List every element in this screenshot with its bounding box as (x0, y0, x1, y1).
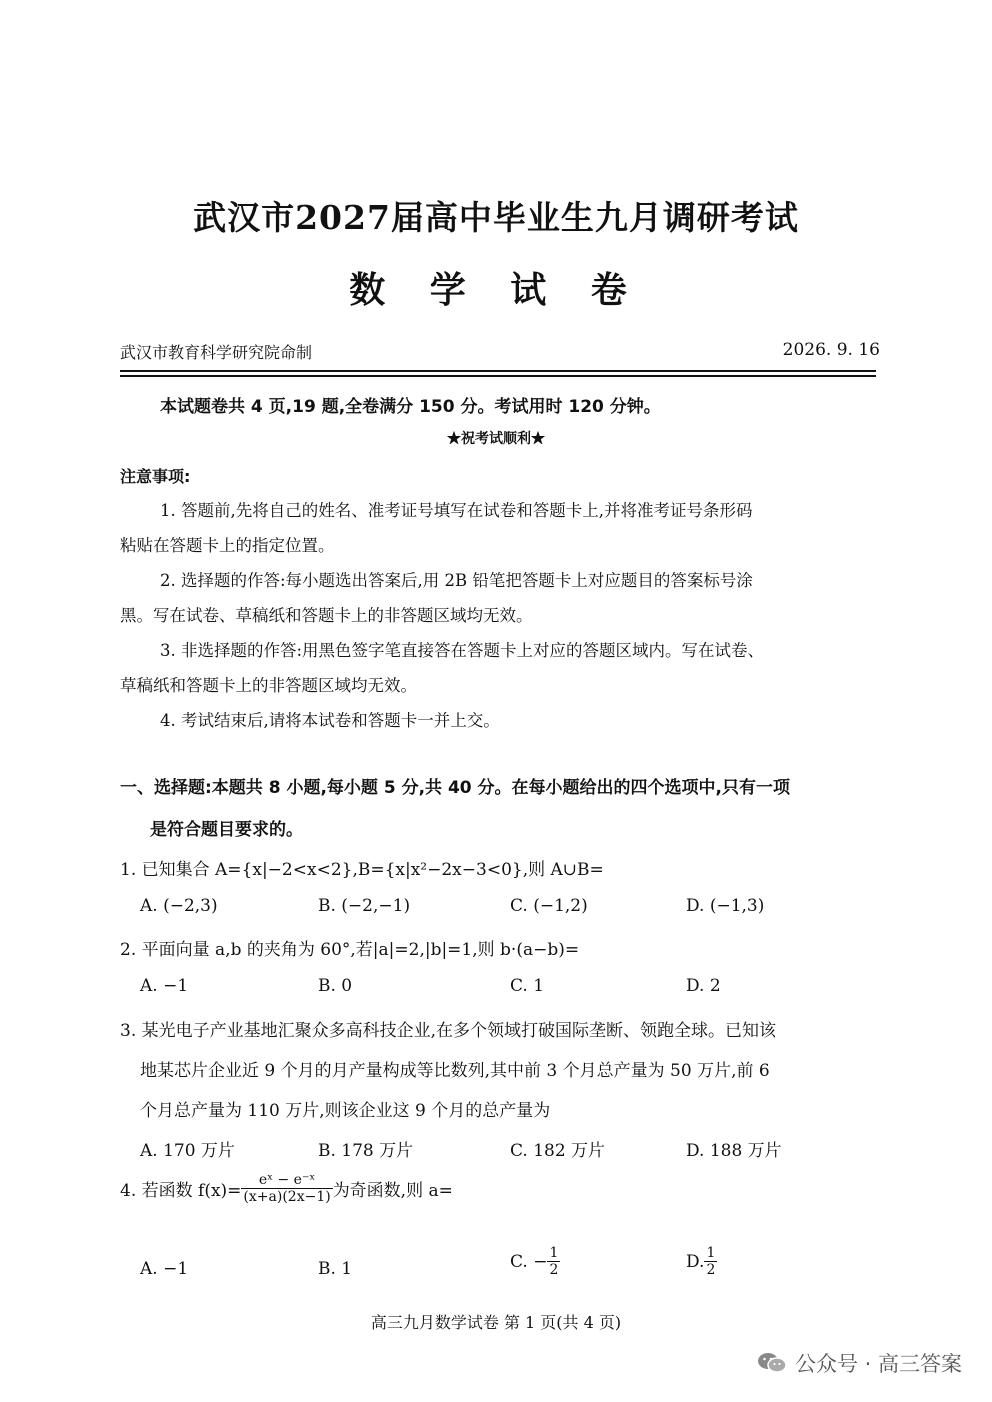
question-2-option-b: B. 0 (318, 976, 353, 996)
notice-item: 粘贴在答题卡上的指定位置。 (120, 536, 335, 555)
watermark-text: 公众号 · 高三答案 (794, 1352, 962, 1376)
fraction-denominator: 2 (706, 1262, 716, 1278)
option-d-label: D. (686, 1251, 705, 1272)
question-3-stem-line: 地某芯片企业近 9 个月的月产量构成等比数列,其中前 3 个月总产量为 50 万片,前 6 (140, 1061, 770, 1081)
question-4-fraction (241, 1172, 332, 1205)
fraction-numerator: 1 (706, 1245, 716, 1261)
good-luck-line: ★祝考试顺利★ (447, 431, 545, 447)
notice-item: 1. 答题前,先将自己的姓名、准考证号填写在试卷和答题卡上,并将准考证号条形码 (160, 501, 753, 520)
question-3-option-c: C. 182 万片 (510, 1141, 606, 1161)
question-4-option-c (510, 1245, 560, 1278)
question-1-option-b: B. (−2,−1) (318, 896, 411, 916)
notice-item: 草稿纸和答题卡上的非答题区域均无效。 (120, 676, 417, 695)
question-1-stem: 1. 已知集合 A={x|−2<x<2},B={x|x²−2x−3<0},则 A∪B= (120, 860, 604, 880)
question-1-option-c: C. (−1,2) (510, 896, 588, 916)
notice-item: 2. 选择题的作答:每小题选出答案后,用 2B 铅笔把答题卡上对应题目的答案标号涂 (160, 571, 753, 590)
header-rule (120, 375, 876, 377)
fraction-denominator: 2 (549, 1262, 559, 1278)
notice-item: 4. 考试结束后,请将本试卷和答题卡一并上交。 (160, 711, 500, 730)
exam-subtitle: 数 学 试 卷 (349, 270, 643, 311)
publisher: 武汉市教育科学研究院命制 (120, 343, 313, 362)
question-3-option-a: A. 170 万片 (140, 1141, 235, 1161)
question-4-option-b: B. 1 (318, 1259, 353, 1279)
notice-item: 3. 非选择题的作答:用黑色签字笔直接答在答题卡上对应的答题区域内。写在试卷、 (160, 641, 765, 660)
fraction-numerator: 1 (549, 1245, 559, 1261)
exam-intro: 本试题卷共 4 页,19 题,全卷满分 150 分。考试用时 120 分钟。 (160, 397, 661, 417)
question-4-stem-suffix: 为奇函数,则 a= (332, 1181, 453, 1201)
wechat-icon (757, 1352, 787, 1374)
option-c-label: C. − (510, 1251, 548, 1272)
watermark (757, 1348, 962, 1378)
question-4-option-d (686, 1245, 717, 1278)
question-2-option-d: D. 2 (686, 976, 721, 996)
question-4-option-a: A. −1 (140, 1259, 189, 1279)
section-heading: 一、选择题:本题共 8 小题,每小题 5 分,共 40 分。在每小题给出的四个选项中,只有一项 (120, 778, 790, 798)
page-footer: 高三九月数学试卷 第 1 页(共 4 页) (370, 1313, 622, 1332)
question-2-stem: 2. 平面向量 a,b 的夹角为 60°,若|a|=2,|b|=1,则 b·(a−b)= (120, 940, 580, 960)
option-c-fraction (547, 1245, 560, 1278)
notice-heading: 注意事项: (120, 467, 191, 486)
question-2-option-c: C. 1 (510, 976, 545, 996)
question-3-stem-line: 个月总产量为 110 万片,则该企业这 9 个月的总产量为 (140, 1101, 551, 1121)
option-d-fraction (704, 1245, 717, 1278)
section-heading-cont: 是符合题目要求的。 (150, 820, 303, 840)
question-3-option-b: B. 178 万片 (318, 1141, 414, 1161)
fraction-numerator: eˣ − e⁻ˣ (241, 1172, 332, 1189)
notice-item: 黑。写在试卷、草稿纸和答题卡上的非答题区域均无效。 (120, 606, 533, 625)
header-rule (120, 370, 876, 372)
question-2-option-a: A. −1 (140, 976, 189, 996)
question-1-option-d: D. (−1,3) (686, 896, 765, 916)
exam-date: 2026. 9. 16 (782, 340, 880, 360)
question-4-stem-prefix: 4. 若函数 f(x)= (120, 1181, 242, 1201)
question-3-option-d: D. 188 万片 (686, 1141, 782, 1161)
question-1-option-a: A. (−2,3) (140, 896, 218, 916)
exam-title: 武汉市2027届高中毕业生九月调研考试 (193, 198, 799, 237)
fraction-denominator: (x+a)(2x−1) (243, 1189, 331, 1205)
question-3-stem-line: 3. 某光电子产业基地汇聚众多高科技企业,在多个领域打破国际垄断、领跑全球。已知该 (120, 1021, 777, 1041)
question-4-stem (120, 1172, 453, 1205)
